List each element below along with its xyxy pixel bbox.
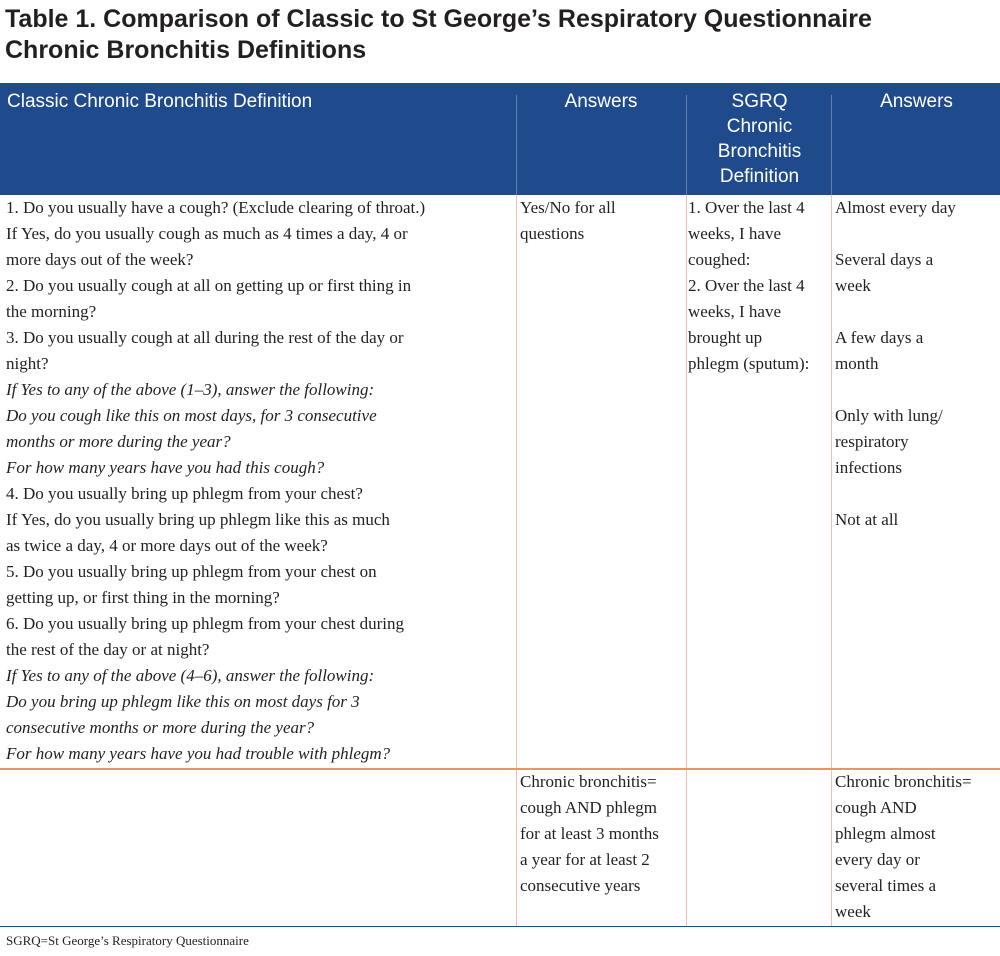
cell-text-line: Do you bring up phlegm like this on most days for 3 (6, 692, 360, 711)
cell-text-line: 3. Do you usually cough at all during the rest of the day or (6, 328, 404, 347)
cell-text-line: consecutive months or more during the year? (6, 718, 315, 737)
cell-text-line: 2. Do you usually cough at all on getting up or first thing in (6, 276, 412, 295)
summary-sgrq-cell (835, 769, 1000, 925)
cell-text-line: For how many years have you had trouble with phlegm? (6, 744, 391, 763)
cell-text-line: the rest of the day or at night? (6, 640, 210, 659)
cell-text-line (835, 221, 1000, 247)
header-classic-definition: Classic Chronic Bronchitis Definition (7, 91, 313, 112)
cell-text-line: Chronic bronchitis= (835, 772, 972, 791)
column-divider (686, 195, 687, 927)
cell-text-line: infections (835, 458, 903, 477)
header-divider (686, 95, 687, 195)
cell-text-line: Chronic bronchitis= (520, 772, 657, 791)
cell-text-line: If Yes to any of the above (4–6), answer the following: (6, 666, 375, 685)
cell-text-line: 2. Over the last 4 (688, 276, 805, 295)
cell-text-line: as twice a day, 4 or more days out of the week? (6, 536, 328, 555)
cell-text-line: weeks, I have (688, 302, 781, 321)
header-sgrq-definition (688, 89, 831, 189)
cell-text-line: cough AND (835, 798, 917, 817)
table-footnote: SGRQ=St George’s Respiratory Questionnaire (6, 933, 249, 948)
cell-text-line: 1. Do you usually have a cough? (Exclude clearing of throat.) (6, 198, 426, 217)
cell-text-line: 5. Do you usually bring up phlegm from your chest on (6, 562, 377, 581)
column-divider (831, 195, 832, 927)
cell-text-line: month (835, 354, 879, 373)
cell-text-line: week (835, 902, 871, 921)
cell-text-line: more days out of the week? (6, 250, 194, 269)
cell-text-line: Several days a (835, 250, 934, 269)
table-title-line-2: Chronic Bronchitis Definitions (5, 36, 367, 64)
answers-2-cell (835, 195, 1000, 533)
cell-text-line: Almost every day (835, 198, 956, 217)
header-sgrq-line: SGRQ (731, 91, 788, 112)
cell-text-line: every day or (835, 850, 920, 869)
cell-text-line (835, 481, 1000, 507)
classic-definition-cell (6, 195, 516, 767)
cell-text-line: A few days a (835, 328, 924, 347)
table-bottom-rule (0, 926, 1000, 927)
table-title-line-1: Table 1. Comparison of Classic to St George’s Respiratory Questionnaire (5, 5, 872, 33)
header-answers-2: Answers (880, 91, 953, 112)
header-sgrq-line: Bronchitis (717, 141, 802, 162)
table-title (5, 4, 995, 66)
cell-text-line: brought up (688, 328, 763, 347)
cell-text-line: for at least 3 months (520, 824, 659, 843)
column-divider (516, 195, 517, 927)
header-answers-1: Answers (564, 91, 638, 112)
header-sgrq-line: Definition (719, 166, 800, 187)
cell-text-line: Yes/No for all (520, 198, 616, 217)
cell-text-line: night? (6, 354, 49, 373)
table-body (0, 195, 1000, 927)
table-header-row (0, 83, 1000, 195)
cell-text-line: Do you cough like this on most days, for 3 consecutive (6, 406, 377, 425)
cell-text-line: If Yes to any of the above (1–3), answer the following: (6, 380, 375, 399)
cell-text-line: several times a (835, 876, 937, 895)
cell-text-line (835, 299, 1000, 325)
cell-text-line: a year for at least 2 (520, 850, 650, 869)
cell-text-line: questions (520, 224, 585, 243)
header-divider (831, 95, 832, 195)
cell-text-line: the morning? (6, 302, 97, 321)
cell-text-line: 4. Do you usually bring up phlegm from your chest? (6, 484, 363, 503)
cell-text-line: For how many years have you had this cough? (6, 458, 325, 477)
header-sgrq-line: Chronic (726, 116, 793, 137)
cell-text-line: If Yes, do you usually cough as much as 4 times a day, 4 or (6, 224, 408, 243)
cell-text-line: consecutive years (520, 876, 641, 895)
cell-text-line: cough AND phlegm (520, 798, 657, 817)
cell-text-line (835, 377, 1000, 403)
summary-classic-cell (520, 769, 685, 899)
cell-text-line: week (835, 276, 871, 295)
cell-text-line: If Yes, do you usually bring up phlegm like this as much (6, 510, 390, 529)
cell-text-line: 6. Do you usually bring up phlegm from your chest during (6, 614, 405, 633)
cell-text-line: getting up, or first thing in the morning? (6, 588, 280, 607)
cell-text-line: phlegm almost (835, 824, 936, 843)
answers-1-cell (520, 195, 685, 247)
cell-text-line: 1. Over the last 4 (688, 198, 805, 217)
cell-text-line: respiratory (835, 432, 909, 451)
cell-text-line: coughed: (688, 250, 751, 269)
sgrq-definition-cell (688, 195, 831, 377)
cell-text-line: weeks, I have (688, 224, 781, 243)
cell-text-line: phlegm (sputum): (688, 354, 810, 373)
cell-text-line: Not at all (835, 510, 899, 529)
cell-text-line: Only with lung/ (835, 406, 943, 425)
cell-text-line: months or more during the year? (6, 432, 231, 451)
